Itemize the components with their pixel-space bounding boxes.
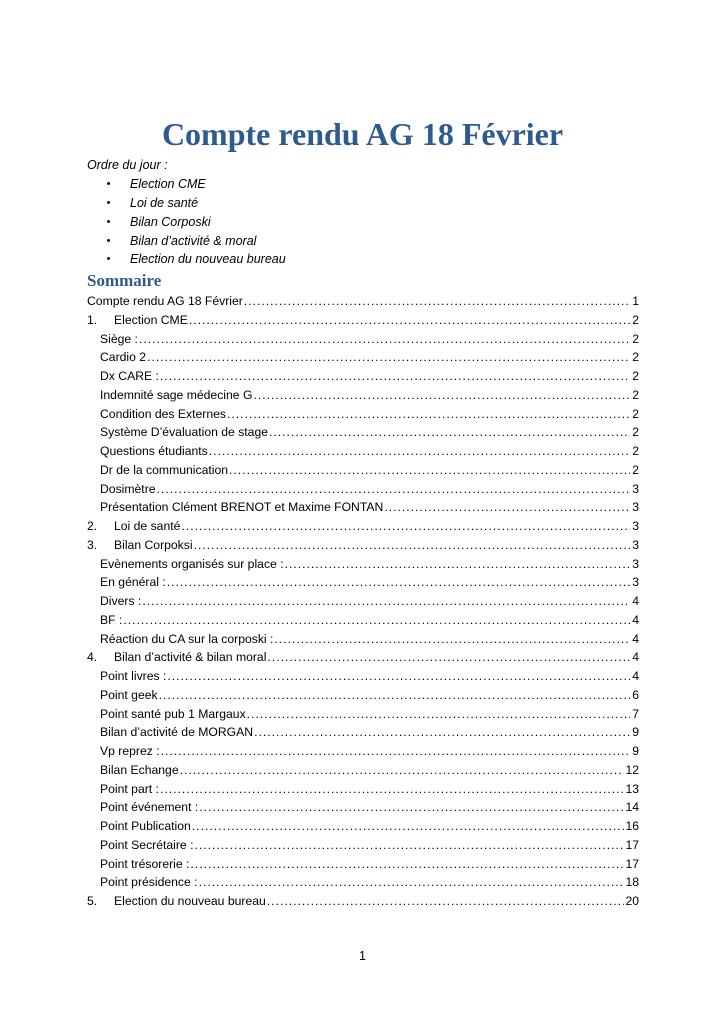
toc-entry-link[interactable] (87, 855, 639, 874)
toc-entry-link[interactable] (87, 330, 639, 349)
toc-entry-number: 3. (87, 537, 98, 552)
toc-entry-title: Dr de la communication (100, 462, 229, 477)
toc-entry-title: Election du nouveau bureau (114, 894, 266, 908)
toc-entry-page: 4 (632, 669, 639, 683)
toc-dot-leader (227, 405, 630, 424)
toc-entry-page: 1 (632, 294, 639, 308)
toc-dot-leader (181, 517, 630, 536)
agenda-item (87, 231, 286, 250)
toc-dot-leader (384, 498, 630, 517)
toc-entry-page: 3 (632, 519, 639, 533)
toc-entry-page: 2 (632, 350, 639, 365)
toc-entry-page: 4 (632, 612, 639, 627)
toc-entry-link[interactable] (87, 592, 639, 611)
agenda-label: Ordre du jour : (87, 158, 168, 172)
toc-entry-page: 3 (632, 556, 639, 571)
toc-entry-title: Evènements organisés sur place : (100, 556, 284, 571)
toc-entry-title: Bilan Echange (100, 762, 179, 777)
toc-entry-page: 2 (632, 425, 639, 440)
toc-dot-leader (269, 423, 630, 442)
toc-entry-page: 4 (632, 594, 639, 608)
toc-entry-page: 4 (632, 650, 639, 665)
toc-entry-page: 2 (632, 387, 639, 402)
toc-entry-title: Loi de santé (114, 519, 181, 533)
toc-entry-page: 2 (632, 444, 639, 458)
toc-entry-title: Cardio 2 (100, 350, 147, 365)
toc-entry-page: 14 (625, 800, 639, 815)
toc-entry-title: Point part : (100, 781, 159, 796)
toc-entry-link[interactable] (87, 723, 639, 742)
toc-dot-leader (267, 892, 625, 911)
agenda-item (87, 194, 286, 213)
toc-entry-link[interactable] (87, 761, 639, 780)
toc-entry-link[interactable] (87, 517, 639, 536)
bullet-icon: • (106, 197, 111, 210)
toc-entry-link[interactable] (87, 386, 639, 405)
bullet-icon: • (106, 234, 111, 247)
toc-entry-title: Bilan Corpoksi (114, 537, 193, 552)
toc-entry-link[interactable] (87, 367, 639, 386)
toc-entry-link[interactable] (87, 817, 639, 836)
toc-entry-title: Questions étudiants (100, 444, 208, 458)
toc-entry-page: 9 (632, 725, 639, 740)
toc-dot-leader (167, 667, 630, 686)
bullet-icon: • (106, 178, 111, 191)
toc-entry-link[interactable] (87, 573, 639, 592)
toc-dot-leader (199, 798, 624, 817)
toc-entry-page: 4 (632, 631, 639, 646)
toc-entry-page: 16 (625, 819, 639, 833)
toc-entry-page: 6 (632, 687, 639, 702)
toc-dot-leader (139, 330, 630, 349)
toc-entry-title: Point présidence : (100, 875, 198, 890)
toc-dot-leader (161, 742, 630, 761)
toc-entry-title: Point livres : (100, 669, 167, 683)
toc-entry-title: Point Publication (100, 819, 191, 833)
toc-dot-leader (229, 461, 630, 480)
toc-entry-title: Compte rendu AG 18 Février (87, 294, 243, 308)
toc-entry-link[interactable] (87, 667, 639, 686)
toc-entry-title: Point Secrétaire : (100, 837, 194, 852)
toc-entry-title: Point santé pub 1 Margaux (100, 706, 246, 721)
toc-entry-page: 3 (632, 537, 639, 552)
toc-entry-page: 9 (632, 744, 639, 758)
agenda-item-label: Bilan Corposki (130, 214, 211, 229)
toc-entry-page: 3 (632, 575, 639, 590)
toc-entry-title: Présentation Clément BRENOT et Maxime FONTAN (100, 500, 384, 515)
toc-entry-link[interactable] (87, 498, 639, 517)
toc-entry-link[interactable] (87, 836, 639, 855)
toc-entry-number: 4. (87, 650, 98, 665)
toc-entry-number: 5. (87, 894, 98, 908)
sommaire-heading: Sommaire (87, 271, 162, 290)
agenda-item-label: Election du nouveau bureau (130, 252, 286, 267)
toc-dot-leader (285, 555, 630, 574)
toc-dot-leader (247, 705, 630, 724)
agenda-item (87, 250, 286, 269)
toc-dot-leader (192, 817, 625, 836)
agenda-item (87, 213, 286, 232)
toc-entry-title: Système D’évaluation de stage (100, 425, 269, 440)
toc-entry-link[interactable] (87, 480, 639, 499)
page-number: 1 (359, 949, 366, 963)
toc-entry-title: Election CME (114, 312, 188, 327)
toc-entry-link[interactable] (87, 311, 639, 330)
toc-entry-page: 17 (625, 837, 639, 852)
toc-entry-title: Bilan d’activité de MORGAN (100, 725, 254, 740)
toc-entry-title: Indemnité sage médecine G (100, 387, 253, 402)
toc-dot-leader (142, 592, 630, 611)
toc-entry-title: Dosimètre (100, 481, 156, 496)
agenda-item-label: Election CME (130, 177, 206, 192)
toc-entry-link[interactable] (87, 892, 639, 911)
toc-entry-title: Divers : (100, 594, 142, 608)
toc-entry-link[interactable] (87, 873, 639, 892)
toc-dot-leader (189, 311, 630, 330)
toc-entry-link[interactable] (87, 348, 639, 367)
toc-entry-number: 2. (87, 519, 98, 533)
toc-dot-leader (254, 723, 630, 742)
toc-entry-title: Point trésorerie : (100, 856, 190, 871)
toc-entry-link[interactable] (87, 686, 639, 705)
toc-dot-leader (253, 386, 630, 405)
toc-entry-title: Bilan d’activité & bilan moral (114, 650, 267, 665)
toc-dot-leader (180, 761, 625, 780)
toc-dot-leader (160, 367, 630, 386)
toc-entry-link[interactable] (87, 423, 639, 442)
bullet-icon: • (106, 215, 111, 228)
toc-dot-leader (147, 348, 630, 367)
toc-entry-title: Vp reprez : (100, 744, 160, 758)
toc-entry-page: 17 (625, 856, 639, 871)
bullet-icon: • (106, 253, 111, 266)
toc-entry-link[interactable] (87, 798, 639, 817)
toc-entry-page: 7 (632, 706, 639, 721)
toc-entry-page: 2 (632, 369, 639, 383)
toc-dot-leader (244, 292, 630, 311)
toc-entry-page: 12 (625, 762, 639, 777)
agenda-item-label: Bilan d’activité & moral (130, 233, 257, 248)
toc-entry-link[interactable] (87, 780, 639, 799)
toc-entry-title: Réaction du CA sur la corposki : (100, 631, 274, 646)
toc-entry-link[interactable] (87, 630, 639, 649)
toc-dot-leader (159, 686, 630, 705)
toc-dot-leader (194, 536, 630, 555)
toc-entry-page: 2 (632, 462, 639, 477)
toc-dot-leader (267, 648, 630, 667)
toc-entry-page: 3 (632, 500, 639, 515)
toc-entry-page: 2 (632, 312, 639, 327)
toc-entry-link[interactable] (87, 442, 639, 461)
toc-entry-title: Point événement : (100, 800, 199, 815)
toc-entry-link[interactable] (87, 555, 639, 574)
toc-entry-page: 3 (632, 481, 639, 496)
toc-entry-title: Dx CARE : (100, 369, 159, 383)
toc-dot-leader (274, 630, 630, 649)
toc-entry-link[interactable] (87, 705, 639, 724)
toc-dot-leader (160, 780, 624, 799)
toc-entry-title: BF : (100, 612, 123, 627)
toc-entry-page: 2 (632, 406, 639, 421)
toc-dot-leader (157, 480, 630, 499)
toc-entry-page: 20 (625, 894, 639, 908)
toc-entry-link[interactable] (87, 536, 639, 555)
toc-entry-link[interactable] (87, 292, 639, 311)
document-title: Compte rendu AG 18 Février (161, 116, 564, 152)
toc-entry-link[interactable] (87, 611, 639, 630)
toc-dot-leader (199, 873, 625, 892)
toc-entry-title: Siège : (100, 331, 138, 346)
toc-entry-title: Point geek (100, 687, 158, 702)
table-of-contents (87, 292, 639, 911)
toc-entry-title: Condition des Externes (100, 406, 227, 421)
toc-entry-page: 2 (632, 331, 639, 346)
toc-dot-leader (167, 573, 630, 592)
toc-dot-leader (194, 836, 624, 855)
toc-entry-number: 1. (87, 312, 98, 327)
toc-dot-leader (209, 442, 630, 461)
toc-dot-leader (190, 855, 624, 874)
toc-entry-link[interactable] (87, 742, 639, 761)
toc-entry-page: 18 (625, 875, 639, 890)
toc-dot-leader (123, 611, 630, 630)
toc-entry-link[interactable] (87, 648, 639, 667)
agenda-item (87, 175, 286, 194)
agenda-item-label: Loi de santé (130, 196, 199, 211)
toc-entry-link[interactable] (87, 405, 639, 424)
toc-entry-link[interactable] (87, 461, 639, 480)
toc-entry-title: En général : (100, 575, 166, 590)
agenda-list (87, 175, 286, 269)
toc-entry-page: 13 (625, 781, 639, 796)
